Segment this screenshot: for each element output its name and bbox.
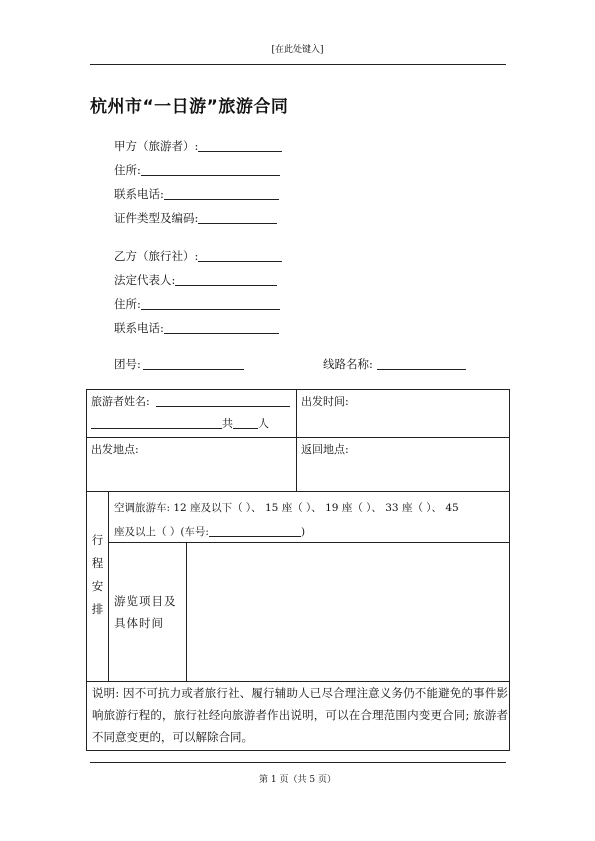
itinerary-table xyxy=(86,389,510,751)
party-b-rep-field xyxy=(114,272,277,288)
party-a-id-field xyxy=(114,210,277,226)
party-a-id-blank[interactable] xyxy=(198,211,277,224)
return-place-label: 返回地点: xyxy=(301,443,349,456)
route-name-field xyxy=(323,356,466,372)
party-a-id-label: 证件类型及编码: xyxy=(114,211,199,225)
row-divider xyxy=(87,437,509,438)
departure-place-label: 出发地点: xyxy=(91,443,139,456)
party-b-label: 乙方（旅行社）: xyxy=(114,249,199,263)
sightseeing-label xyxy=(114,590,177,634)
tourist-name-field xyxy=(91,392,290,412)
tourist-name-blank[interactable] xyxy=(156,394,290,407)
party-b-phone-blank[interactable] xyxy=(164,321,279,334)
departure-time-label: 出发时间: xyxy=(301,395,349,408)
party-a-address-field xyxy=(114,162,280,178)
party-b-field xyxy=(114,248,282,264)
itinerary-label-char: 行 xyxy=(91,533,104,547)
itinerary-arrangement-label xyxy=(87,495,108,680)
people-label: 人 xyxy=(258,417,269,430)
plate-number-blank[interactable] xyxy=(209,524,301,537)
party-a-address-label: 住所: xyxy=(114,163,141,177)
itinerary-label-char: 程 xyxy=(91,556,104,570)
party-b-blank[interactable] xyxy=(198,249,282,262)
party-b-address-blank[interactable] xyxy=(141,297,280,310)
party-b-phone-field xyxy=(114,320,279,336)
col-divider xyxy=(296,390,297,491)
people-count-blank[interactable] xyxy=(233,416,258,429)
tourist-names-blank[interactable] xyxy=(91,416,222,429)
bus-options-line1: 空调旅游车: 12 座及以下（ ）、 15 座（ ）、 19 座（ ）、 33 座（ ）、 45 xyxy=(114,502,459,514)
total-label: 共 xyxy=(222,417,233,430)
group-number-field xyxy=(114,356,244,372)
party-b-phone-label: 联系电话: xyxy=(114,321,164,335)
itinerary-label-char: 安 xyxy=(91,579,104,593)
party-a-blank[interactable] xyxy=(198,139,282,152)
party-a-label: 甲方（旅游者）: xyxy=(114,139,199,153)
change-note: 说明: 因不可抗力或者旅行社、履行辅助人已尽合理注意义务仍不能避免的事件影响旅游行程的，旅行社经向旅游者作出说明，可以在合理范围内变更合同; 旅游者不同意变更的，可以解除合同。 xyxy=(92,686,508,744)
contract-title: 杭州市“一日游”旅游合同 xyxy=(90,97,289,117)
bus-options-close: ) xyxy=(300,526,306,538)
bus-options xyxy=(114,496,459,544)
tourist-count-field xyxy=(91,414,269,434)
party-b-address-field xyxy=(114,296,280,312)
party-a-phone-blank[interactable] xyxy=(164,187,279,200)
route-name-blank[interactable] xyxy=(377,357,466,370)
bus-options-line2-text: 座及以上（ ）(车号: xyxy=(114,526,209,538)
page-header: [在此处键入] xyxy=(271,45,324,55)
party-a-phone-label: 联系电话: xyxy=(114,187,164,201)
itinerary-label-char: 排 xyxy=(91,602,104,616)
footer-divider xyxy=(90,762,506,763)
sightseeing-label-line1: 游览项目及 xyxy=(114,594,177,608)
route-name-label: 线路名称: xyxy=(323,357,373,371)
row-divider xyxy=(87,491,509,492)
bus-options-line2 xyxy=(114,520,459,544)
tourist-name-label: 旅游者姓名: xyxy=(91,395,150,408)
sightseeing-label-line2: 具体时间 xyxy=(114,616,164,630)
group-number-blank[interactable] xyxy=(143,357,244,370)
party-b-rep-label: 法定代表人: xyxy=(114,273,176,287)
party-b-address-label: 住所: xyxy=(114,297,141,311)
sightseeing-content[interactable] xyxy=(187,543,509,681)
party-a-phone-field xyxy=(114,186,279,202)
header-divider xyxy=(90,64,506,65)
party-a-field xyxy=(114,138,282,154)
col-divider xyxy=(108,491,109,681)
page-number: 第 1 页（共 5 页） xyxy=(259,775,336,785)
group-number-label: 团号: xyxy=(114,357,141,371)
party-b-rep-blank[interactable] xyxy=(175,273,277,286)
party-a-address-blank[interactable] xyxy=(141,163,280,176)
